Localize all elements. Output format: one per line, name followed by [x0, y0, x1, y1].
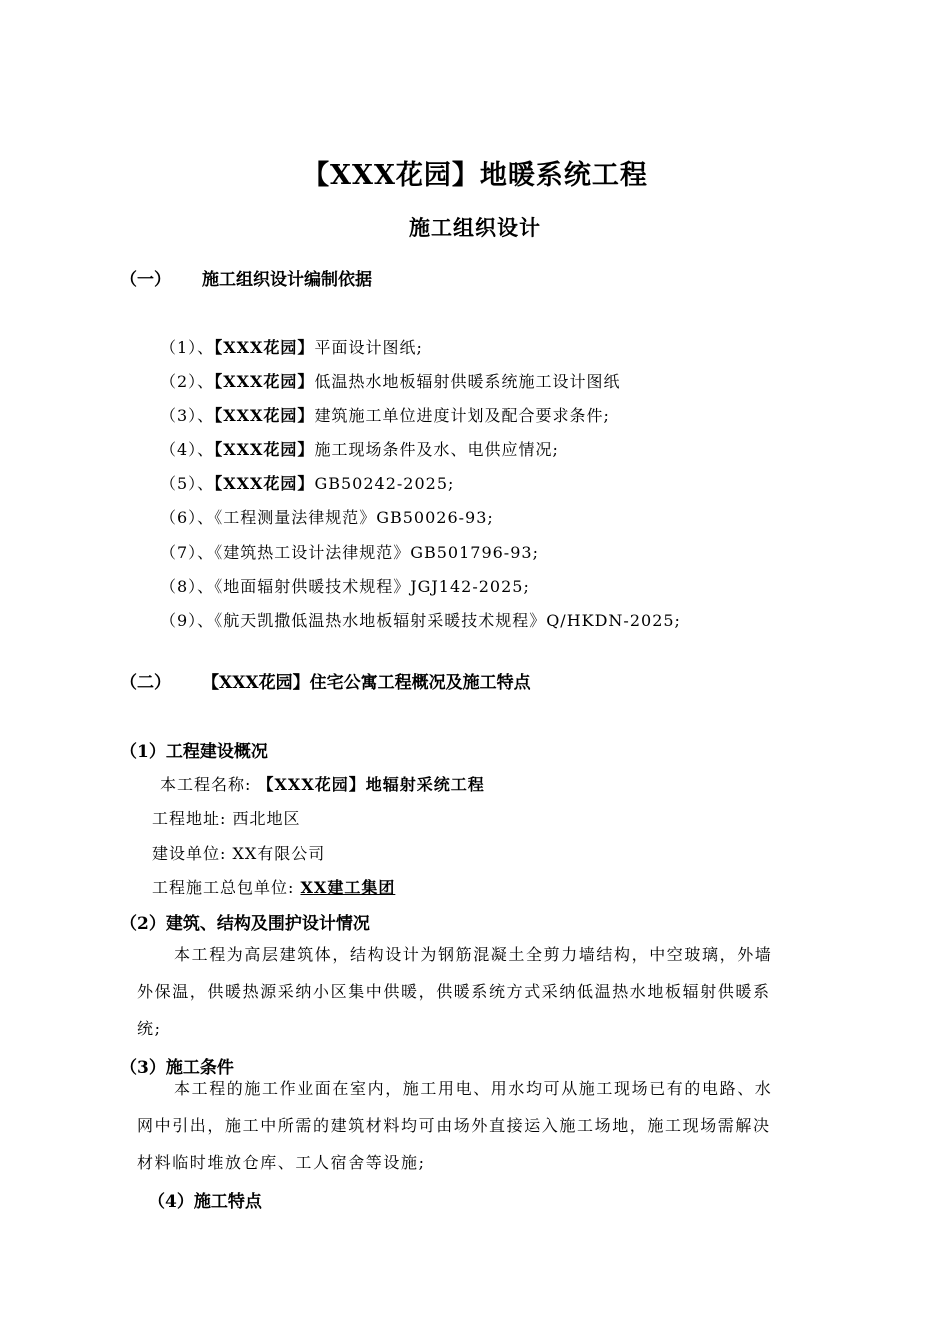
section2-heading — [120, 668, 531, 693]
reference-item-text: 平面设计图纸; — [314, 338, 423, 357]
subsection-heading-4: （4）施工特点 — [148, 1192, 262, 1212]
builder-value: XX有限公司 — [232, 844, 326, 863]
paragraph-line: 统; — [137, 1019, 162, 1038]
section1-title: 施工组织设计编制依据 — [202, 270, 372, 290]
reference-item-prefix: （2）、 — [160, 372, 215, 391]
address-line — [152, 806, 301, 829]
reference-item-prefix: （4）、 — [160, 440, 215, 459]
reference-item — [160, 608, 681, 631]
project-name-value: 【XXX花园】地辐射采统工程 — [257, 775, 485, 794]
section2-number: （二） — [120, 673, 171, 693]
project-name-line — [160, 772, 485, 795]
paragraph-line: 本工程的施工作业面在室内，施工用电、用水均可从施工现场已有的电路、水 — [174, 1079, 773, 1098]
reference-item-bold: 【XXX花园】 — [214, 474, 315, 493]
reference-item-prefix: （5）、 — [160, 474, 215, 493]
subsection-heading-2: （2）建筑、结构及围护设计情况 — [120, 914, 370, 934]
project-name-label: 本工程名称: — [160, 775, 258, 794]
address-label: 工程地址: — [152, 809, 233, 828]
reference-item-text: 《建筑热工设计法律规范》GB501796-93; — [214, 543, 539, 562]
paragraph-line: 网中引出，施工中所需的建筑材料均可由场外直接运入施工场地，施工现场需解决 — [137, 1116, 771, 1135]
address-value: 西北地区 — [232, 809, 301, 828]
reference-item-bold: 【XXX花园】 — [214, 372, 315, 391]
reference-item — [160, 505, 494, 528]
reference-item-text: 施工现场条件及水、电供应情况; — [314, 440, 559, 459]
reference-item — [160, 403, 610, 426]
reference-item — [160, 335, 423, 358]
reference-item-bold: 【XXX花园】 — [214, 338, 315, 357]
reference-item-prefix: （9）、 — [160, 611, 215, 630]
reference-item-text: 《航天凯撒低温热水地板辐射采暖技术规程》Q/HKDN-2025; — [214, 611, 681, 630]
reference-item-text: 建筑施工单位进度计划及配合要求条件; — [314, 406, 610, 425]
paragraph-line: 外保温，供暖热源采纳小区集中供暖，供暖系统方式采纳低温热水地板辐射供暖系 — [137, 982, 771, 1001]
reference-item — [160, 369, 620, 392]
document-title: 【XXX花园】地暖系统工程 — [302, 160, 648, 191]
subsection-heading-1: （1）工程建设概况 — [120, 742, 268, 762]
reference-item-text: 《工程测量法律规范》GB50026-93; — [214, 508, 494, 527]
reference-item-bold: 【XXX花园】 — [214, 440, 315, 459]
structure-paragraph — [137, 936, 837, 1047]
reference-item — [160, 540, 539, 563]
reference-item-prefix: （6）、 — [160, 508, 215, 527]
paragraph-line: 本工程为高层建筑体，结构设计为钢筋混凝土全剪力墙结构，中空玻璃，外墙 — [174, 945, 773, 964]
reference-item-prefix: （7）、 — [160, 543, 215, 562]
reference-item-prefix: （3）、 — [160, 406, 215, 425]
section1-heading — [120, 265, 372, 290]
contractor-line — [152, 875, 395, 898]
contractor-value: XX建工集团 — [300, 878, 396, 897]
reference-item-prefix: （1）、 — [160, 338, 215, 357]
builder-line — [152, 841, 325, 864]
reference-item-bold: 【XXX花园】 — [214, 406, 315, 425]
section2-title: 【XXX花园】住宅公寓工程概况及施工特点 — [202, 673, 531, 693]
reference-item-text: GB50242-2025; — [314, 474, 455, 493]
reference-item — [160, 471, 454, 494]
conditions-paragraph — [137, 1070, 837, 1181]
subsection-heading-3: （3）施工条件 — [120, 1058, 234, 1078]
builder-label: 建设单位: — [152, 844, 233, 863]
reference-item — [160, 574, 530, 597]
reference-item-text: 《地面辐射供暖技术规程》JGJ142-2025; — [214, 577, 530, 596]
section1-number: （一） — [120, 270, 171, 290]
document-subtitle: 施工组织设计 — [409, 215, 541, 240]
reference-item-prefix: （8）、 — [160, 577, 215, 596]
contractor-label: 工程施工总包单位: — [152, 878, 301, 897]
reference-item-text: 低温热水地板辐射供暖系统施工设计图纸 — [314, 372, 621, 391]
reference-item — [160, 437, 559, 460]
paragraph-line: 材料临时堆放仓库、工人宿舍等设施; — [137, 1153, 426, 1172]
